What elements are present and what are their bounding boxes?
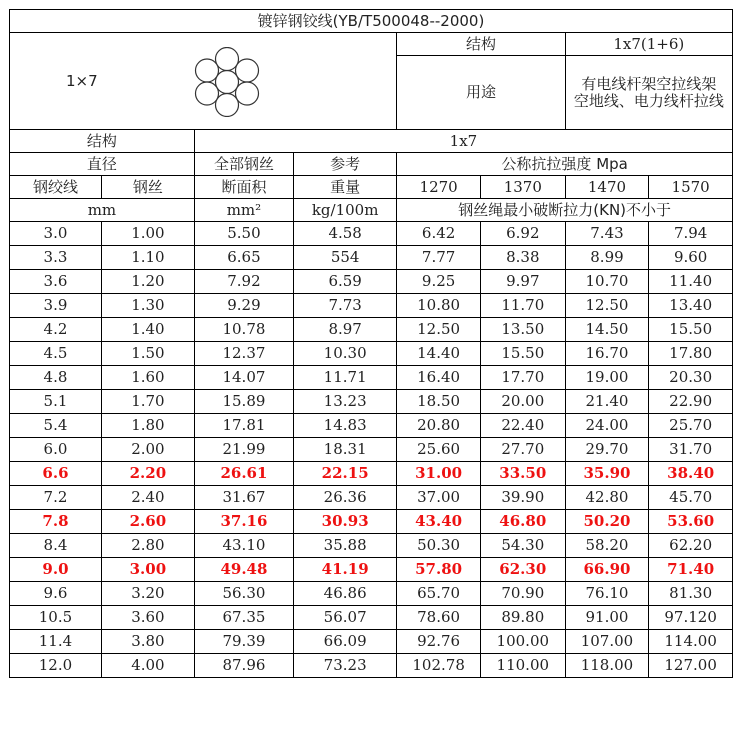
strand-diameter-cell: 3.3 — [10, 246, 102, 270]
structure-label: 结构 — [397, 33, 565, 56]
strand-diameter-cell: 7.8 — [10, 510, 102, 534]
table-row — [10, 246, 733, 270]
weight-cell: 14.83 — [294, 414, 397, 438]
wire-diameter-cell: 1.10 — [101, 246, 194, 270]
force-cell: 31.70 — [649, 438, 733, 462]
table-structure-value: 1x7 — [194, 130, 732, 153]
area-cell: 87.96 — [194, 654, 293, 678]
wire-diameter-cell: 3.00 — [101, 558, 194, 582]
wire-diameter-cell: 1.60 — [101, 366, 194, 390]
force-cell: 8.38 — [480, 246, 565, 270]
strand-diameter-cell: 10.5 — [10, 606, 102, 630]
wire-diameter-cell: 3.80 — [101, 630, 194, 654]
force-cell: 62.20 — [649, 534, 733, 558]
force-cell: 6.92 — [480, 222, 565, 246]
unit-area: mm² — [194, 199, 293, 222]
strand-diameter-cell: 9.0 — [10, 558, 102, 582]
force-cell: 50.20 — [565, 510, 649, 534]
force-cell: 16.40 — [397, 366, 481, 390]
force-cell: 7.77 — [397, 246, 481, 270]
force-cell: 24.00 — [565, 414, 649, 438]
model-cell — [10, 33, 397, 130]
wire-diameter-cell: 3.20 — [101, 582, 194, 606]
force-cell: 17.80 — [649, 342, 733, 366]
table-row — [10, 390, 733, 414]
weight-cell: 8.97 — [294, 318, 397, 342]
strand-diameter-cell: 12.0 — [10, 654, 102, 678]
strand-diameter-cell: 4.2 — [10, 318, 102, 342]
force-cell: 10.70 — [565, 270, 649, 294]
table-row — [10, 462, 733, 486]
wire-diameter-cell: 1.30 — [101, 294, 194, 318]
force-cell: 57.80 — [397, 558, 481, 582]
force-cell: 7.43 — [565, 222, 649, 246]
force-cell: 25.70 — [649, 414, 733, 438]
force-cell: 76.10 — [565, 582, 649, 606]
wire-diameter-cell: 2.80 — [101, 534, 194, 558]
weight-cell: 13.23 — [294, 390, 397, 414]
usage-label: 用途 — [397, 56, 565, 130]
force-cell: 91.00 — [565, 606, 649, 630]
force-cell: 114.00 — [649, 630, 733, 654]
wire-diameter-cell: 2.20 — [101, 462, 194, 486]
force-cell: 78.60 — [397, 606, 481, 630]
table-row — [10, 366, 733, 390]
strand-diameter-cell: 6.6 — [10, 462, 102, 486]
weight-cell: 26.36 — [294, 486, 397, 510]
wire-diameter-cell: 1.20 — [101, 270, 194, 294]
area-cell: 79.39 — [194, 630, 293, 654]
force-cell: 17.70 — [480, 366, 565, 390]
area-cell: 67.35 — [194, 606, 293, 630]
grade-header: 1270 — [397, 176, 481, 199]
area-cell: 56.30 — [194, 582, 293, 606]
wire-diameter-cell: 1.50 — [101, 342, 194, 366]
table-row — [10, 654, 733, 678]
unit-weight: kg/100m — [294, 199, 397, 222]
force-cell: 45.70 — [649, 486, 733, 510]
force-cell: 21.40 — [565, 390, 649, 414]
force-cell: 12.50 — [397, 318, 481, 342]
area-cell: 21.99 — [194, 438, 293, 462]
force-cell: 58.20 — [565, 534, 649, 558]
table-structure-label: 结构 — [10, 130, 195, 153]
table-title: 镀锌钢铰线(YB/T500048--2000) — [10, 10, 733, 33]
force-cell: 14.50 — [565, 318, 649, 342]
table-row — [10, 438, 733, 462]
force-cell: 13.40 — [649, 294, 733, 318]
weight-cell: 6.59 — [294, 270, 397, 294]
weight-cell: 4.58 — [294, 222, 397, 246]
force-cell: 66.90 — [565, 558, 649, 582]
table-row — [10, 294, 733, 318]
usage-value — [565, 56, 732, 130]
model-label: 1×7 — [66, 71, 98, 90]
table-row — [10, 270, 733, 294]
table-row — [10, 606, 733, 630]
strand-diameter-cell: 4.5 — [10, 342, 102, 366]
wire-diameter-cell: 2.60 — [101, 510, 194, 534]
strand-diameter-cell: 4.8 — [10, 366, 102, 390]
table-row — [10, 414, 733, 438]
diameter-header: 直径 — [10, 153, 195, 176]
force-cell: 20.30 — [649, 366, 733, 390]
wire-diameter-cell: 1.80 — [101, 414, 194, 438]
table-row — [10, 630, 733, 654]
force-cell: 18.50 — [397, 390, 481, 414]
force-cell: 9.97 — [480, 270, 565, 294]
force-cell: 43.40 — [397, 510, 481, 534]
force-cell: 38.40 — [649, 462, 733, 486]
min-force-header: 钢丝绳最小破断拉力(KN)不小于 — [397, 199, 733, 222]
force-cell: 25.60 — [397, 438, 481, 462]
force-cell: 110.00 — [480, 654, 565, 678]
force-cell: 7.94 — [649, 222, 733, 246]
area-cell: 14.07 — [194, 366, 293, 390]
force-cell: 46.80 — [480, 510, 565, 534]
weight-cell: 73.23 — [294, 654, 397, 678]
weight-cell: 7.73 — [294, 294, 397, 318]
force-cell: 8.99 — [565, 246, 649, 270]
force-cell: 10.80 — [397, 294, 481, 318]
force-cell: 20.80 — [397, 414, 481, 438]
force-cell: 29.70 — [565, 438, 649, 462]
force-cell: 22.40 — [480, 414, 565, 438]
force-cell: 127.00 — [649, 654, 733, 678]
force-cell: 100.00 — [480, 630, 565, 654]
area-cell: 6.65 — [194, 246, 293, 270]
weight-cell: 56.07 — [294, 606, 397, 630]
strand-header: 钢绞线 — [10, 176, 102, 199]
table-row — [10, 486, 733, 510]
force-cell: 13.50 — [480, 318, 565, 342]
usage-line-1: 有电线杆架空拉线架 — [581, 75, 717, 93]
force-cell: 20.00 — [480, 390, 565, 414]
force-cell: 71.40 — [649, 558, 733, 582]
area-cell: 7.92 — [194, 270, 293, 294]
force-cell: 54.30 — [480, 534, 565, 558]
strand-diameter-cell: 8.4 — [10, 534, 102, 558]
structure-value: 1x7(1+6) — [565, 33, 732, 56]
weight-cell: 41.19 — [294, 558, 397, 582]
force-cell: 97.120 — [649, 606, 733, 630]
area-cell: 31.67 — [194, 486, 293, 510]
force-cell: 11.40 — [649, 270, 733, 294]
unit-mm: mm — [10, 199, 195, 222]
force-cell: 42.80 — [565, 486, 649, 510]
weight-cell: 66.09 — [294, 630, 397, 654]
weight-header: 参考 — [294, 153, 397, 176]
force-cell: 11.70 — [480, 294, 565, 318]
force-cell: 31.00 — [397, 462, 481, 486]
table-row — [10, 222, 733, 246]
weight-header-2: 重量 — [294, 176, 397, 199]
table-row — [10, 582, 733, 606]
force-cell: 39.90 — [480, 486, 565, 510]
wire-diameter-cell: 3.60 — [101, 606, 194, 630]
area-cell: 15.89 — [194, 390, 293, 414]
grade-header: 1370 — [480, 176, 565, 199]
strand-diameter-cell: 3.9 — [10, 294, 102, 318]
table-row — [10, 510, 733, 534]
force-cell: 9.60 — [649, 246, 733, 270]
area-cell: 5.50 — [194, 222, 293, 246]
strand-diameter-cell: 9.6 — [10, 582, 102, 606]
force-cell: 118.00 — [565, 654, 649, 678]
usage-line-2: 空地线、电力线杆拉线 — [573, 91, 724, 110]
force-cell: 107.00 — [565, 630, 649, 654]
force-cell: 35.90 — [565, 462, 649, 486]
strand-cross-section-icon — [188, 47, 266, 117]
table-row — [10, 534, 733, 558]
area-cell: 17.81 — [194, 414, 293, 438]
area-header: 全部钢丝 — [194, 153, 293, 176]
force-cell: 50.30 — [397, 534, 481, 558]
force-cell: 6.42 — [397, 222, 481, 246]
wire-header: 钢丝 — [101, 176, 194, 199]
force-cell: 15.50 — [480, 342, 565, 366]
force-cell: 9.25 — [397, 270, 481, 294]
force-cell: 92.76 — [397, 630, 481, 654]
weight-cell: 46.86 — [294, 582, 397, 606]
strand-diameter-cell: 7.2 — [10, 486, 102, 510]
weight-cell: 10.30 — [294, 342, 397, 366]
wire-diameter-cell: 2.40 — [101, 486, 194, 510]
weight-cell: 18.31 — [294, 438, 397, 462]
wire-diameter-cell: 1.00 — [101, 222, 194, 246]
table-row — [10, 342, 733, 366]
weight-cell: 30.93 — [294, 510, 397, 534]
force-cell: 33.50 — [480, 462, 565, 486]
strand-diameter-cell: 11.4 — [10, 630, 102, 654]
area-cell: 49.48 — [194, 558, 293, 582]
area-cell: 9.29 — [194, 294, 293, 318]
force-cell: 27.70 — [480, 438, 565, 462]
wire-diameter-cell: 2.00 — [101, 438, 194, 462]
strand-diameter-cell: 5.4 — [10, 414, 102, 438]
weight-cell: 11.71 — [294, 366, 397, 390]
force-cell: 19.00 — [565, 366, 649, 390]
area-cell: 12.37 — [194, 342, 293, 366]
area-cell: 37.16 — [194, 510, 293, 534]
force-cell: 62.30 — [480, 558, 565, 582]
strand-diameter-cell: 3.6 — [10, 270, 102, 294]
area-cell: 26.61 — [194, 462, 293, 486]
force-cell: 102.78 — [397, 654, 481, 678]
wire-diameter-cell: 1.40 — [101, 318, 194, 342]
table-row — [10, 558, 733, 582]
force-cell: 16.70 — [565, 342, 649, 366]
force-cell: 15.50 — [649, 318, 733, 342]
force-cell: 89.80 — [480, 606, 565, 630]
table-row — [10, 318, 733, 342]
force-cell: 14.40 — [397, 342, 481, 366]
force-cell: 22.90 — [649, 390, 733, 414]
area-cell: 10.78 — [194, 318, 293, 342]
area-cell: 43.10 — [194, 534, 293, 558]
wire-diameter-cell: 1.70 — [101, 390, 194, 414]
force-cell: 81.30 — [649, 582, 733, 606]
force-cell: 65.70 — [397, 582, 481, 606]
strand-diameter-cell: 6.0 — [10, 438, 102, 462]
strength-header: 公称抗拉强度 Mpa — [397, 153, 733, 176]
force-cell: 12.50 — [565, 294, 649, 318]
force-cell: 70.90 — [480, 582, 565, 606]
area-header-2: 断面积 — [194, 176, 293, 199]
weight-cell: 35.88 — [294, 534, 397, 558]
grade-header: 1470 — [565, 176, 649, 199]
weight-cell: 22.15 — [294, 462, 397, 486]
force-cell: 37.00 — [397, 486, 481, 510]
strand-diameter-cell: 3.0 — [10, 222, 102, 246]
wire-diameter-cell: 4.00 — [101, 654, 194, 678]
strand-diameter-cell: 5.1 — [10, 390, 102, 414]
grade-header: 1570 — [649, 176, 733, 199]
spec-table — [9, 9, 733, 678]
force-cell: 53.60 — [649, 510, 733, 534]
weight-cell: 554 — [294, 246, 397, 270]
